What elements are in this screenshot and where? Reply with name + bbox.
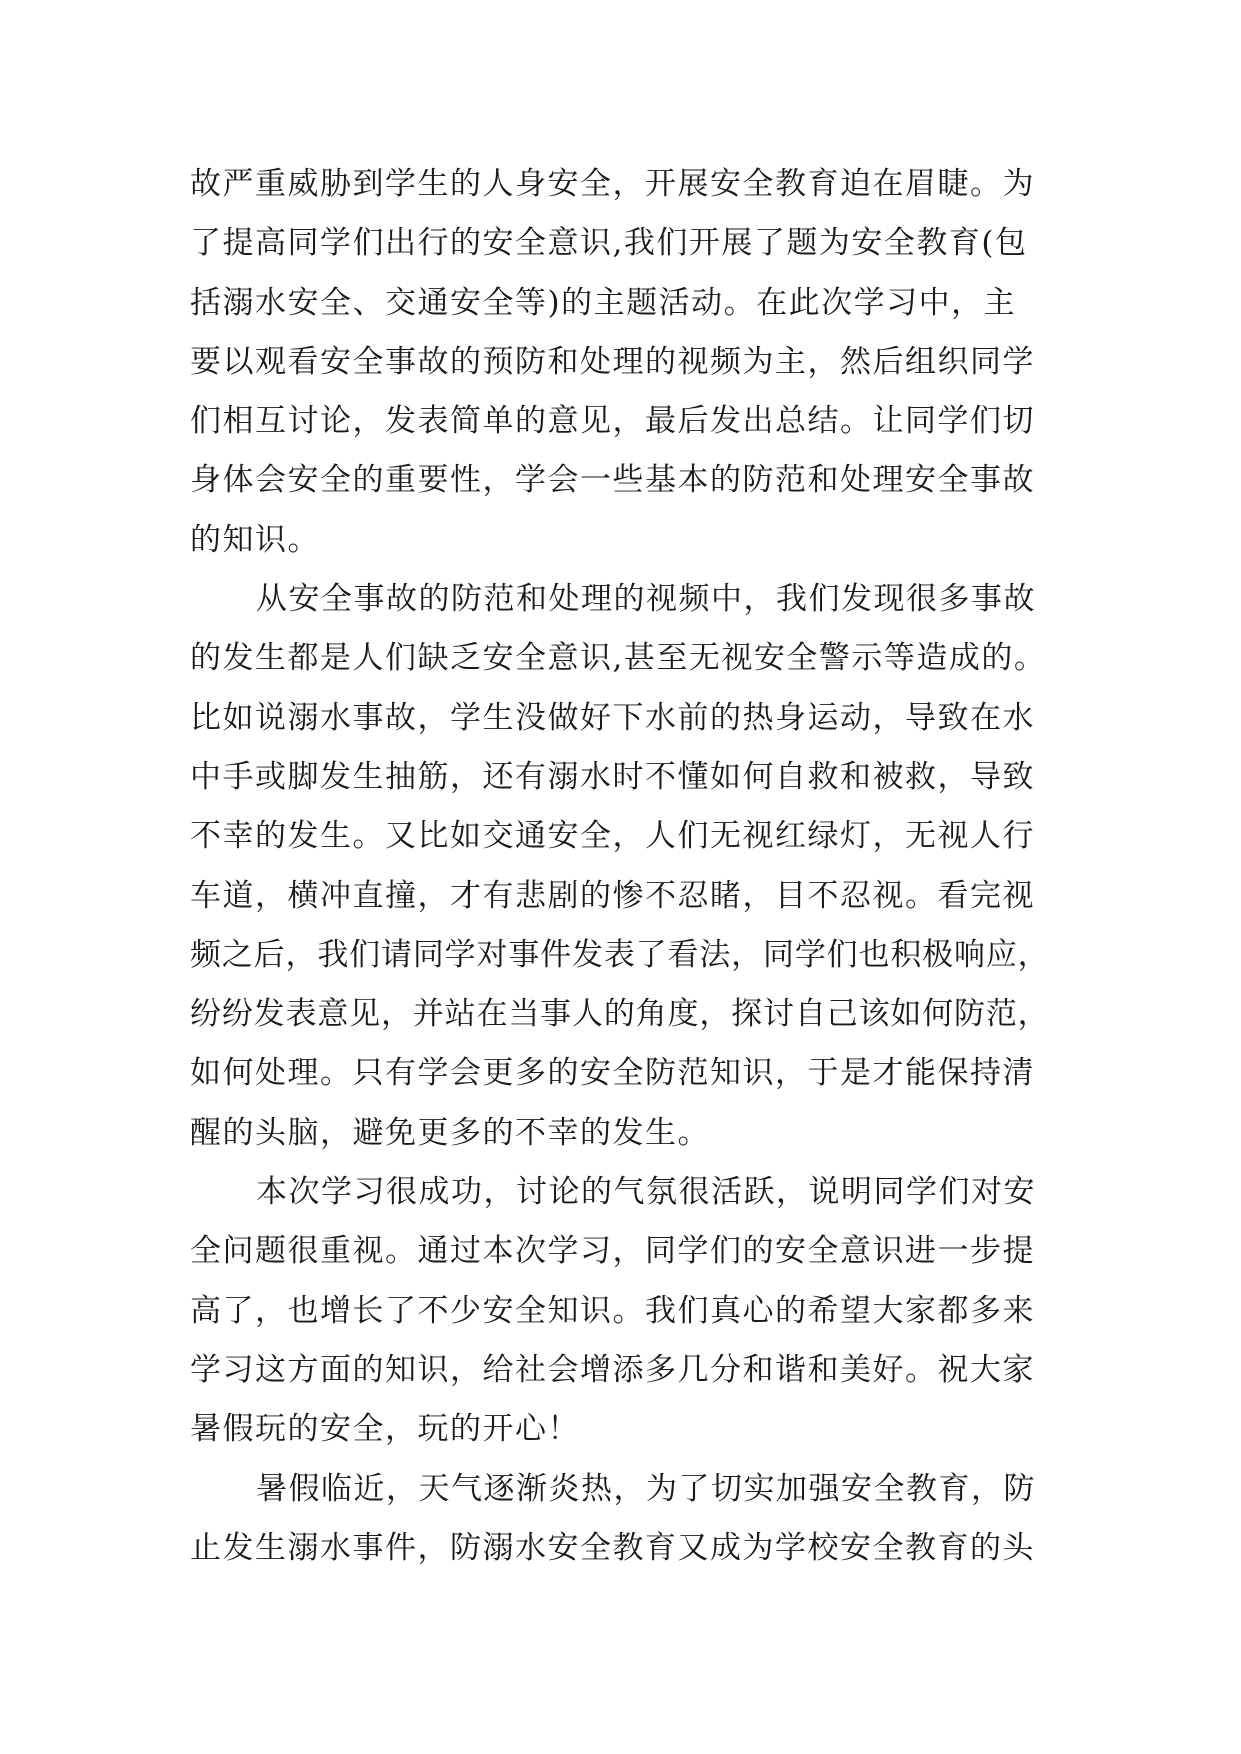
text-line: 中手或脚发生抽筋，还有溺水时不懂如何自救和被救，导致	[190, 758, 1035, 795]
text-line: 全问题很重视。通过本次学习，同学们的安全意识进一步提	[190, 1233, 1035, 1270]
body-text	[190, 155, 1050, 1578]
text-line: 故严重威胁到学生的人身安全，开展安全教育迫在眉睫。为	[190, 166, 1035, 202]
text-line: 从安全事故的防范和处理的视频中，我们发现很多事故	[256, 581, 1036, 618]
text-line: 了提高同学们出行的安全意识,我们开展了题为安全教育(包	[190, 225, 1028, 262]
text-line: 比如说溺水事故，学生没做好下水前的热身运动，导致在水	[190, 699, 1035, 736]
text-line: 们相互讨论，发表简单的意见，最后发出总结。让同学们切	[190, 403, 1035, 440]
text-line: 的知识。	[190, 521, 320, 558]
text-line: 不幸的发生。又比如交通安全，人们无视红绿灯，无视人行	[190, 818, 1035, 855]
text-line: 高了，也增长了不少安全知识。我们真心的希望大家都多来	[190, 1292, 1035, 1329]
text-line: 车道，横冲直撞，才有悲剧的惨不忍睹，目不忍视。看完视	[190, 877, 1035, 914]
text-line: 暑假临近，天气逐渐炎热，为了切实加强安全教育，防	[256, 1470, 1036, 1507]
text-line: 纷纷发表意见，并站在当事人的角度，探讨自己该如何防范，	[190, 996, 1050, 1033]
text-line: 学习这方面的知识，给社会增添多几分和谐和美好。祝大家	[190, 1351, 1035, 1388]
text-line: 要以观看安全事故的预防和处理的视频为主，然后组织同学	[190, 343, 1035, 380]
text-line: 身体会安全的重要性，学会一些基本的防范和处理安全事故	[190, 462, 1035, 499]
text-line: 暑假玩的安全，玩的开心！	[190, 1411, 580, 1448]
text-line: 止发生溺水事件，防溺水安全教育又成为学校安全教育的头	[190, 1529, 1035, 1566]
text-line: 本次学习很成功，讨论的气氛很活跃，说明同学们对安	[256, 1174, 1036, 1211]
text-line: 醒的头脑，避免更多的不幸的发生。	[190, 1114, 710, 1151]
text-line: 括溺水安全、交通安全等)的主题活动。在此次学习中，主	[190, 284, 1017, 321]
text-line: 频之后，我们请同学对事件发表了看法，同学们也积极响应，	[190, 936, 1050, 973]
text-line: 如何处理。只有学会更多的安全防范知识，于是才能保持清	[190, 1055, 1035, 1092]
text-line: 的发生都是人们缺乏安全意识,甚至无视安全警示等造成的。	[190, 640, 1047, 677]
